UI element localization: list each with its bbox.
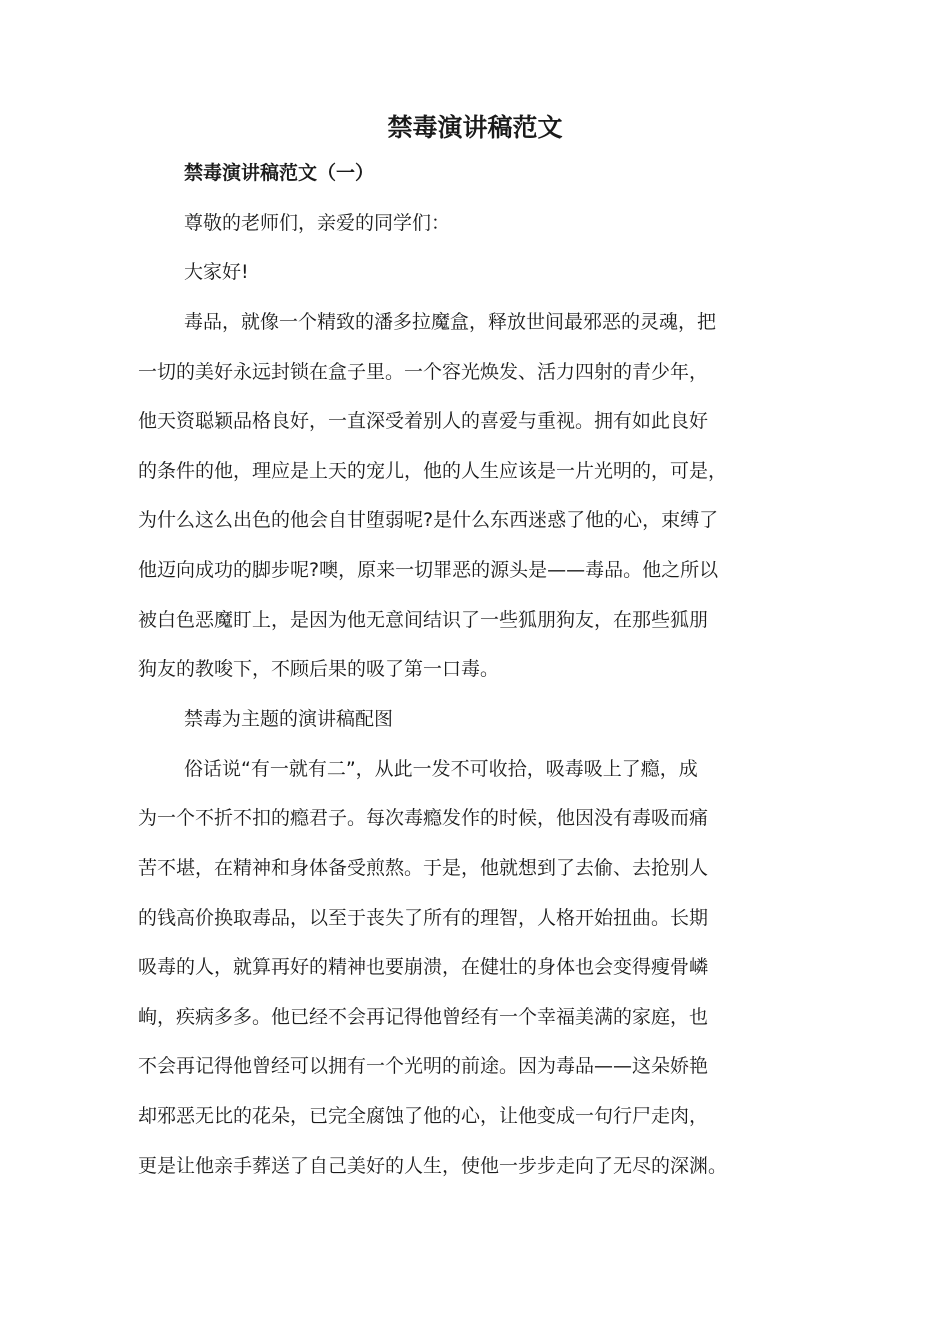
paragraph2-line: 吸毒的人，就算再好的精神也要崩溃，在健壮的身体也会变得瘦骨嶙 [138,956,709,978]
paragraph1-line: 他迈向成功的脚步呢?噢，原来一切罪恶的源头是——毒品。他之所以 [138,559,719,581]
paragraph1-line: 狗友的教唆下，不顾后果的吸了第一口毒。 [138,658,500,680]
paragraph2-line: 苦不堪，在精神和身体备受煎熬。于是，他就想到了去偷、去抢别人 [138,857,709,879]
document-title: 禁毒演讲稿范文 [387,113,563,142]
paragraph1-line: 为什么这么出色的他会自甘堕弱呢?是什么东西迷惑了他的心，束缚了 [138,509,719,531]
salutation: 尊敬的老师们，亲爱的同学们： [184,212,451,234]
paragraph2-line: 峋，疾病多多。他已经不会再记得他曾经有一个幸福美满的家庭，也 [138,1006,709,1028]
paragraph1-line: 被白色恶魔盯上，是因为他无意间结识了一些狐朋狗友，在那些狐朋 [138,609,709,631]
section-heading: 禁毒演讲稿范文（一） [184,162,375,184]
figure-caption: 禁毒为主题的演讲稿配图 [184,708,394,730]
paragraph2-line: 却邪恶无比的花朵，已完全腐蚀了他的心，让他变成一句行尸走肉， [138,1105,709,1127]
paragraph2-line: 俗话说“有一就有二”，从此一发不可收拾，吸毒吸上了瘾，成 [184,758,698,780]
paragraph2-line: 为一个不折不扣的瘾君子。每次毒瘾发作的时候，他因没有毒吸而痛 [138,807,709,829]
paragraph2-line: 不会再记得他曾经可以拥有一个光明的前途。因为毒品——这朵娇艳 [138,1055,709,1077]
paragraph2-line: 更是让他亲手葬送了自己美好的人生，使他一步步走向了无尽的深渊。 [138,1155,728,1177]
paragraph1-line: 的条件的他，理应是上天的宠儿，他的人生应该是一片光明的，可是， [138,460,728,482]
paragraph2-line: 的钱高价换取毒品，以至于丧失了所有的理智，人格开始扭曲。长期 [138,907,709,929]
paragraph1-line: 毒品，就像一个精致的潘多拉魔盒，释放世间最邪恶的灵魂，把 [184,311,717,333]
paragraph1-line: 一切的美好永远封锁在盒子里。一个容光焕发、活力四射的青少年， [138,361,709,383]
paragraph1-line: 他天资聪颖品格良好，一直深受着别人的喜爱与重视。拥有如此良好 [138,410,709,432]
greeting: 大家好! [184,261,249,283]
